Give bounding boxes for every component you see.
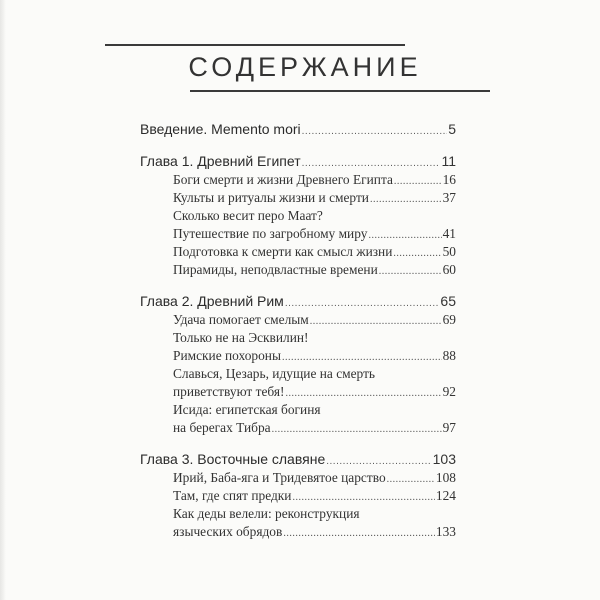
toc-section-entry[interactable] [140, 243, 456, 261]
toc-entry-line [140, 225, 456, 243]
toc-entry-title: Введение. Memento mori [140, 121, 301, 137]
toc-entry-line [140, 261, 456, 279]
toc-entry-title: на берегах Тибра [173, 420, 271, 435]
toc-entry-title: Только не на Эсквилин! [173, 330, 309, 345]
toc-section-entry[interactable] [140, 487, 456, 505]
toc-entry-line [140, 189, 456, 207]
toc-section-entry[interactable] [140, 189, 456, 207]
toc-page-number: 108 [435, 470, 456, 485]
toc-entry-line [140, 291, 456, 311]
toc-entry-line [140, 365, 456, 383]
toc-entry-line [140, 347, 456, 365]
toc-page-number: 5 [448, 121, 456, 137]
toc-entry-line [140, 469, 456, 487]
toc-entry-title: Путешествие по загробному миру [173, 226, 368, 241]
toc-entry-title: Боги смерти и жизни Древнего Египта [173, 172, 393, 187]
toc-entry-title: Глава 3. Восточные славяне [140, 451, 326, 467]
toc-entry-line [140, 401, 456, 419]
toc-page-number: 92 [442, 384, 456, 399]
toc-page-number: 124 [435, 488, 456, 503]
toc-entry-title: Славься, Цезарь, идущие на смерть [173, 366, 376, 381]
dot-leader [283, 523, 435, 543]
toc-entry-title: приветствуют тебя! [173, 384, 285, 399]
dot-leader [394, 171, 442, 191]
dot-leader [393, 243, 441, 263]
dot-leader [387, 469, 435, 489]
toc-entry-title: Исида: египетская богиня [173, 402, 321, 417]
toc-entry-title: Сколько весит перо Маат? [173, 208, 323, 223]
toc-entry-line [140, 243, 456, 261]
title-underline-rule [190, 90, 490, 92]
toc-page-number: 11 [441, 153, 456, 169]
toc-entry-line [140, 329, 456, 347]
top-rule [105, 44, 405, 46]
toc-page-number: 97 [442, 420, 456, 435]
toc-entry-title: Там, где спят предки [173, 488, 292, 503]
toc-chapter-entry[interactable] [140, 291, 456, 311]
toc-entry-title: Пирамиды, неподвластные времени [173, 262, 378, 277]
dot-leader [310, 311, 442, 331]
dot-leader [272, 419, 442, 439]
toc-entry-line [140, 505, 456, 523]
toc-section-entry[interactable] [140, 469, 456, 487]
toc-page-number: 103 [432, 451, 456, 467]
dot-leader [282, 347, 442, 367]
toc-section-entry[interactable] [140, 401, 456, 437]
dot-leader [370, 189, 442, 209]
toc-entry-title: Глава 2. Древний Рим [140, 293, 284, 309]
toc-entry-title: Подготовка к смерти как смысл жизни [173, 244, 393, 259]
toc-page-number: 50 [442, 244, 456, 259]
table-of-contents [140, 119, 456, 541]
toc-section-entry[interactable] [140, 171, 456, 189]
toc-entry-title: Культы и ритуалы жизни и смерти [173, 190, 369, 205]
toc-entry-title: Удача помогает смелым [173, 312, 309, 327]
toc-section-entry[interactable] [140, 261, 456, 279]
toc-section-entry[interactable] [140, 365, 456, 401]
dot-leader [286, 383, 442, 403]
toc-section-entry[interactable] [140, 311, 456, 329]
toc-entry-line [140, 419, 456, 437]
dot-leader [302, 119, 448, 142]
toc-section-entry[interactable] [140, 207, 456, 243]
toc-entry-title: Римские похороны [173, 348, 281, 363]
toc-entry-title: Глава 1. Древний Египет [140, 153, 301, 169]
toc-section-entry[interactable] [140, 329, 456, 365]
toc-page-number: 37 [442, 190, 456, 205]
toc-chapter-entry[interactable] [140, 151, 456, 171]
toc-entry-line [140, 171, 456, 189]
toc-entry-line [140, 311, 456, 329]
toc-page-number: 16 [442, 172, 456, 187]
toc-page-number: 133 [435, 524, 456, 539]
page-edge-shadow [0, 0, 6, 600]
toc-page-number: 60 [442, 262, 456, 277]
toc-page-number: 88 [442, 348, 456, 363]
toc-entry-title: языческих обрядов [173, 524, 283, 539]
toc-page-number: 41 [442, 226, 456, 241]
toc-entry-line [140, 487, 456, 505]
toc-entry-line [140, 119, 456, 139]
dot-leader [368, 225, 441, 245]
toc-entry-title: Ирий, Баба-яга и Тридевятое царство [173, 470, 386, 485]
page-title: СОДЕРЖАНИЕ [188, 52, 422, 82]
toc-section-entry[interactable] [140, 505, 456, 541]
toc-entry-line [140, 449, 456, 469]
dot-leader [292, 487, 434, 507]
toc-entry-line [140, 207, 456, 225]
toc-chapter-entry[interactable] [140, 449, 456, 469]
toc-page-number: 69 [442, 312, 456, 327]
toc-entry-line [140, 151, 456, 171]
toc-entry-title: Как деды велели: реконструкция [173, 506, 360, 521]
dot-leader [379, 261, 442, 281]
toc-entry-line [140, 523, 456, 541]
toc-page-number: 65 [440, 293, 456, 309]
toc-entry-line [140, 383, 456, 401]
toc-chapter-entry[interactable] [140, 119, 456, 139]
